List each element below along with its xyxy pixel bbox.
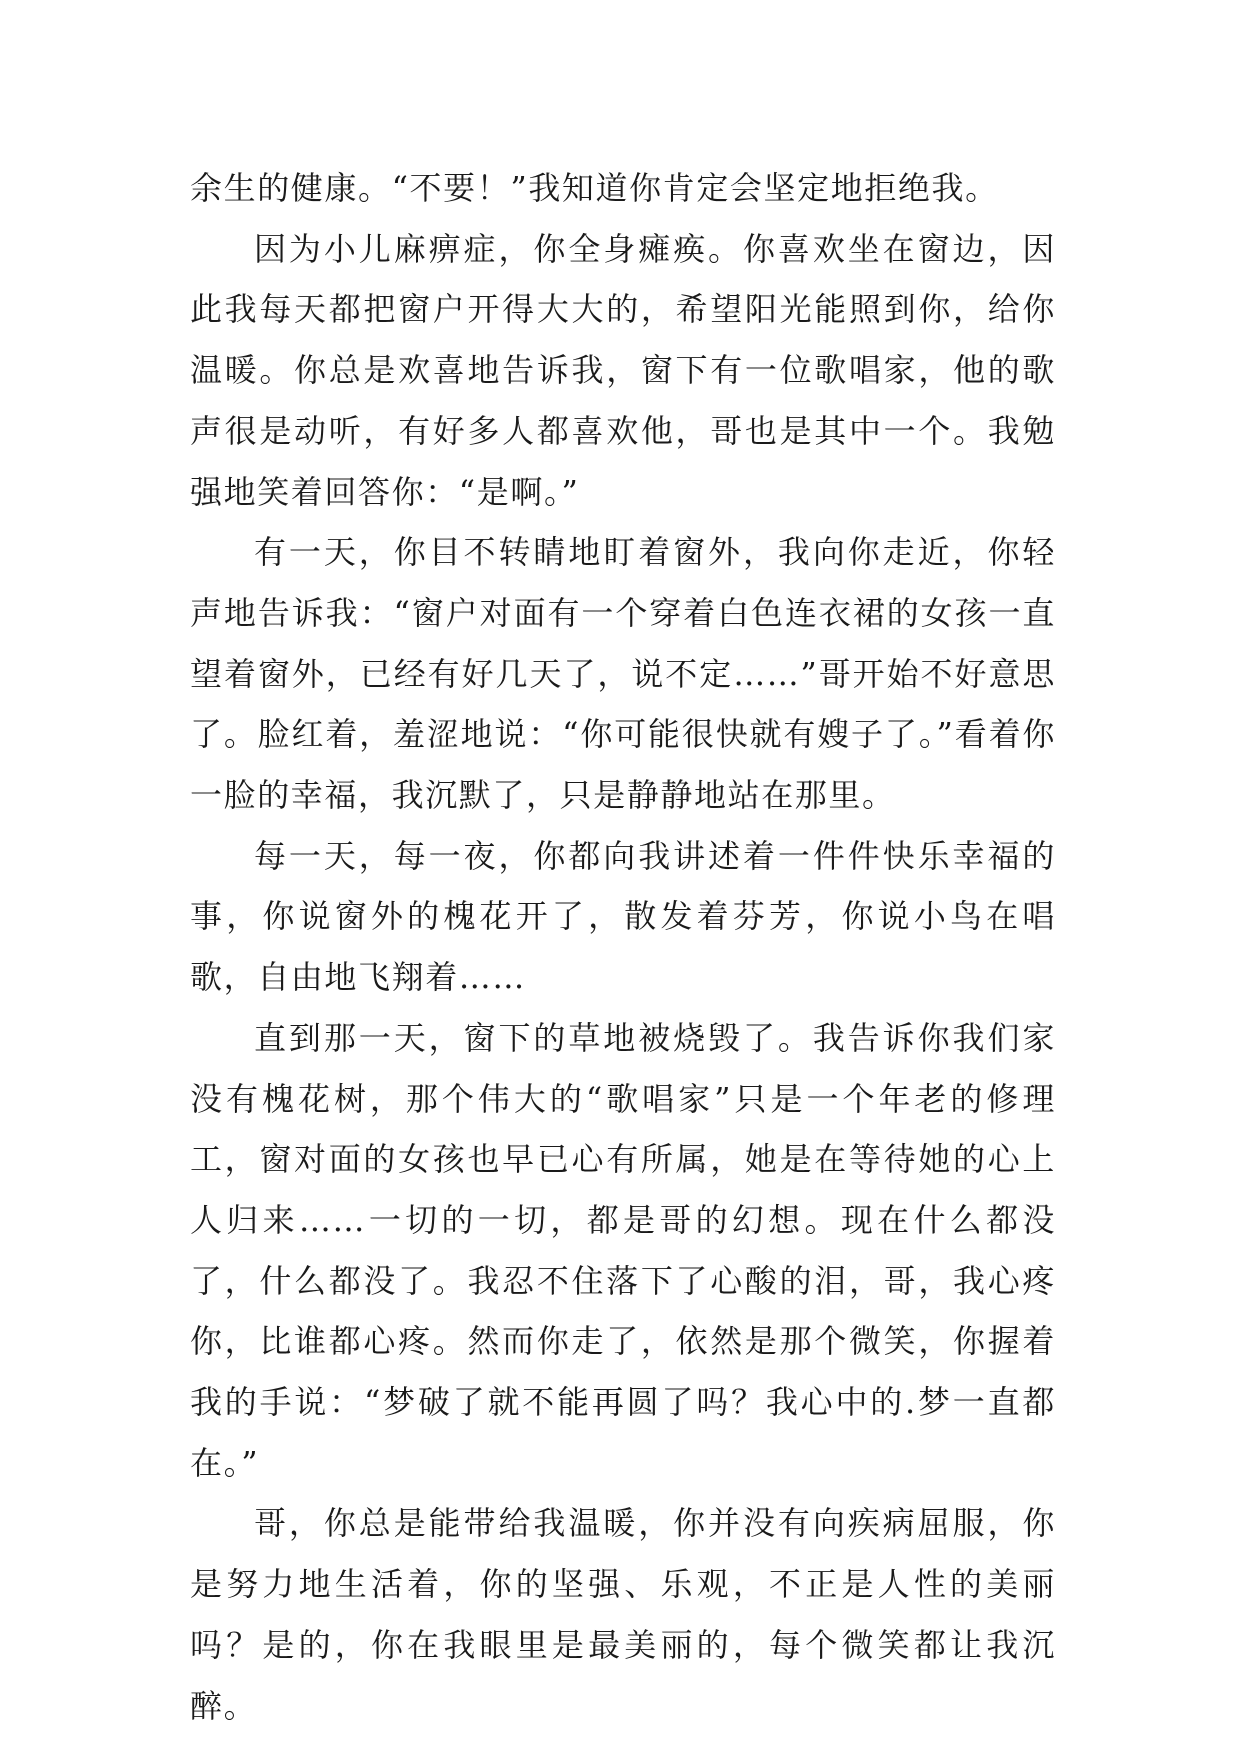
paragraph: 哥，你总是能带给我温暖，你并没有向疾病屈服，你是努力地生活着，你的坚强、乐观，不正是人性的美丽吗？是的，你在我眼里是最美丽的，每个微笑都让我沉醉。 (190, 1504, 1056, 1725)
paragraph: 每一天，每一夜，你都向我讲述着一件件快乐幸福的事，你说窗外的槐花开了，散发着芬芳，你说小鸟在唱歌，自由地飞翔着…… (190, 836, 1056, 997)
paragraph: 因为小儿麻痹症，你全身瘫痪。你喜欢坐在窗边，因此我每天都把窗户开得大大的，希望阳光能照到你，给你温暖。你总是欢喜地告诉我，窗下有一位歌唱家，他的歌声很是动听，有好多人都喜欢他，哥也是其中一个。我勉强地笑着回答你：“是啊。” (190, 229, 1056, 511)
paragraph: 直到那一天，窗下的草地被烧毁了。我告诉你我们家没有槐花树，那个伟大的“歌唱家”只是一个年老的修理工，窗对面的女孩也早已心有所属，她是在等待她的心上人归来……一切的一切，都是哥的幻想。现在什么都没了，什么都没了。我忍不住落下了心酸的泪，哥，我心疼你，比谁都心疼。然而你走了，依然是那个微笑，你握着我的手说：“梦破了就不能再圆了吗？我心中的.梦一直都在。” (190, 1018, 1056, 1482)
body-text (190, 158, 1056, 1736)
paragraph: 有一天，你目不转睛地盯着窗外，我向你走近，你轻声地告诉我：“窗户对面有一个穿着白色连衣裙的女孩一直望着窗外，已经有好几天了，说不定……”哥开始不好意思了。脸红着，羞涩地说：“你可能很快就有嫂子了。”看着你一脸的幸福，我沉默了，只是静静地站在那里。 (190, 533, 1056, 815)
paragraph: 余生的健康。“不要！”我知道你肯定会坚定地拒绝我。 (190, 169, 999, 207)
